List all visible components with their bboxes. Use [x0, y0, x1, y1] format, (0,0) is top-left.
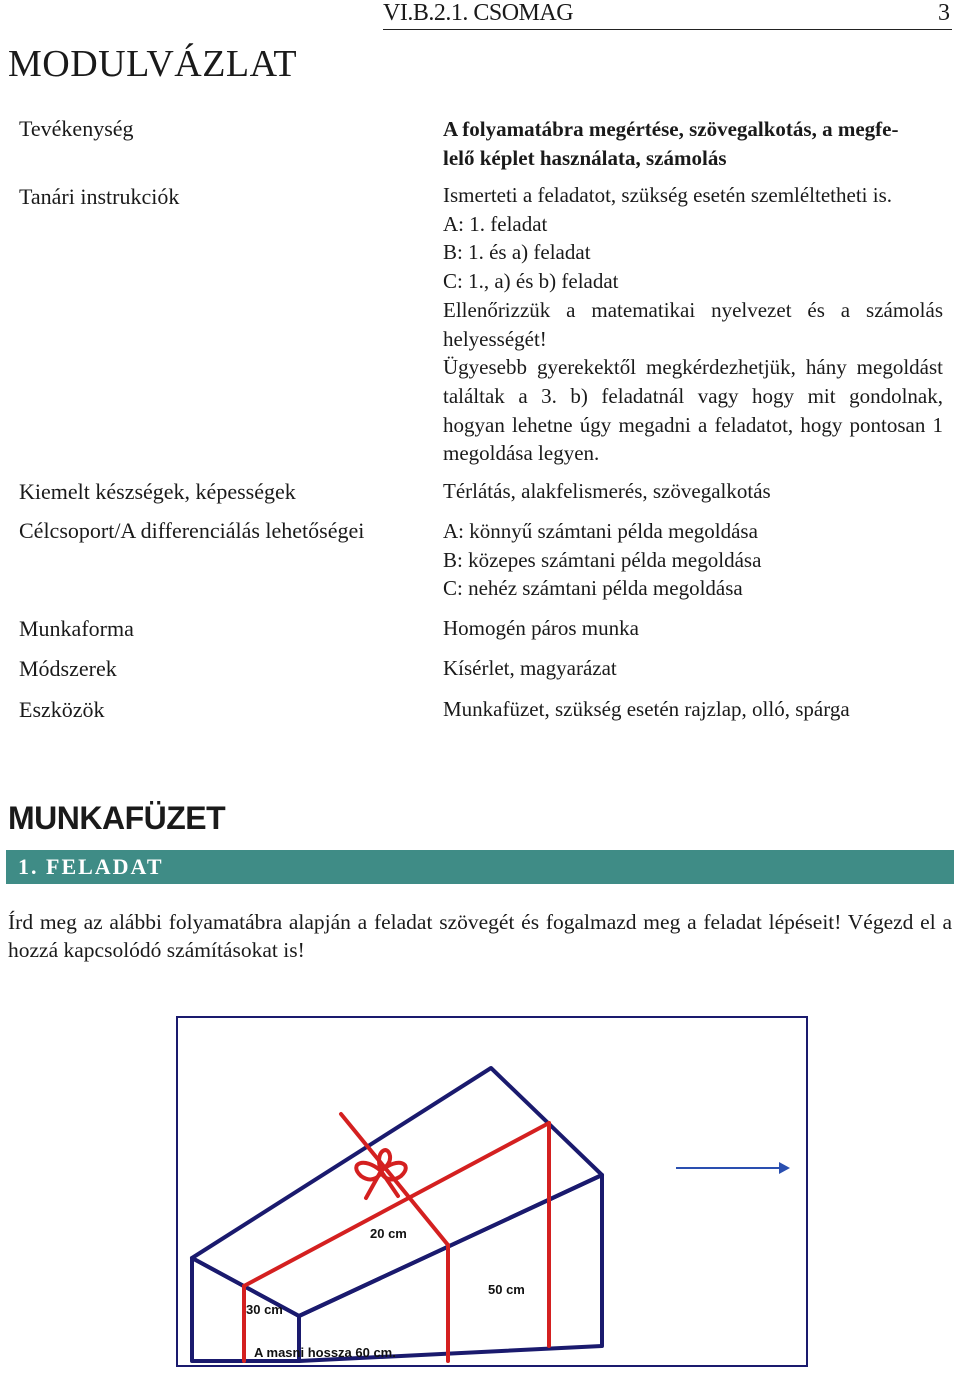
target-value	[443, 517, 943, 603]
activity-value	[443, 115, 943, 172]
instructions-intro: Ismerteti a feladatot, szükség esetén szemléltetheti is.	[443, 183, 892, 207]
skills-value: Térlátás, alakfelismerés, szövegalkotás	[443, 479, 771, 503]
ribbon-caption: A masni hossza 60 cm.	[254, 1345, 396, 1360]
page-number: 3	[938, 0, 950, 26]
tools-value: Munkafüzet, szükség esetén rajzlap, olló, spárga	[443, 697, 850, 721]
height-label: 20 cm	[370, 1226, 407, 1241]
header-divider	[383, 29, 952, 30]
work-form-value: Homogén páros munka	[443, 616, 639, 640]
instructions-advanced: Ügyesebb gyerekektől megkérdezhetjük, hány megoldást találtak a 3. b) feladatnál vagy hogy mit gondolnak, hogyan lehetne úgy megadni a feladatot, hogy pontosan 1 megoldása legyen.	[443, 355, 943, 466]
instructions-check: Ellenőrizzük a matematikai nyelvezet és a számolás helyességét!	[443, 297, 943, 351]
activity-line-1: A folyamatábra megértése, szövegalkotás, a megfe-	[443, 117, 899, 141]
tools-label: Eszközök	[19, 697, 105, 722]
instructions-sub-item: C: 1., a) és b) feladat	[443, 269, 619, 294]
header-title: VI.B.2.1. CSOMAG	[383, 0, 574, 26]
gift-box-figure	[176, 1016, 808, 1367]
instructions-sub-item: A: 1. feladat	[443, 211, 548, 236]
instructions-value	[443, 181, 943, 468]
depth-label: 30 cm	[246, 1302, 283, 1317]
task-label: 1. FELADAT	[18, 854, 164, 879]
module-title: MODULVÁZLAT	[8, 43, 298, 85]
instructions-label: Tanári instrukciók	[19, 184, 180, 209]
workbook-title: MUNKAFÜZET	[8, 800, 226, 836]
work-form-label: Munkaforma	[19, 616, 134, 641]
target-label: Célcsoport/A differenciálás lehetőségei	[19, 518, 365, 543]
methods-label: Módszerek	[19, 656, 117, 681]
target-item: C: nehéz számtani példa megoldása	[443, 576, 743, 601]
instructions-sub-item: B: 1. és a) feladat	[443, 240, 591, 265]
target-item: B: közepes számtani példa megoldása	[443, 547, 762, 572]
activity-label: Tevékenység	[19, 116, 134, 141]
task-instructions: Írd meg az alábbi folyamatábra alapján a feladat szövegét és fogalmazd meg a feladat lépéseit! Végezd el a hozzá kapcsolódó számításokat is!	[8, 910, 952, 962]
skills-label: Kiemelt készségek, képességek	[19, 479, 296, 504]
width-label: 50 cm	[488, 1282, 525, 1297]
task-header-bar	[6, 850, 954, 884]
activity-line-2: lelő képlet használata, számolás	[443, 145, 727, 170]
target-item: A: könnyű számtani példa megoldása	[443, 519, 758, 543]
methods-value: Kísérlet, magyarázat	[443, 656, 617, 680]
